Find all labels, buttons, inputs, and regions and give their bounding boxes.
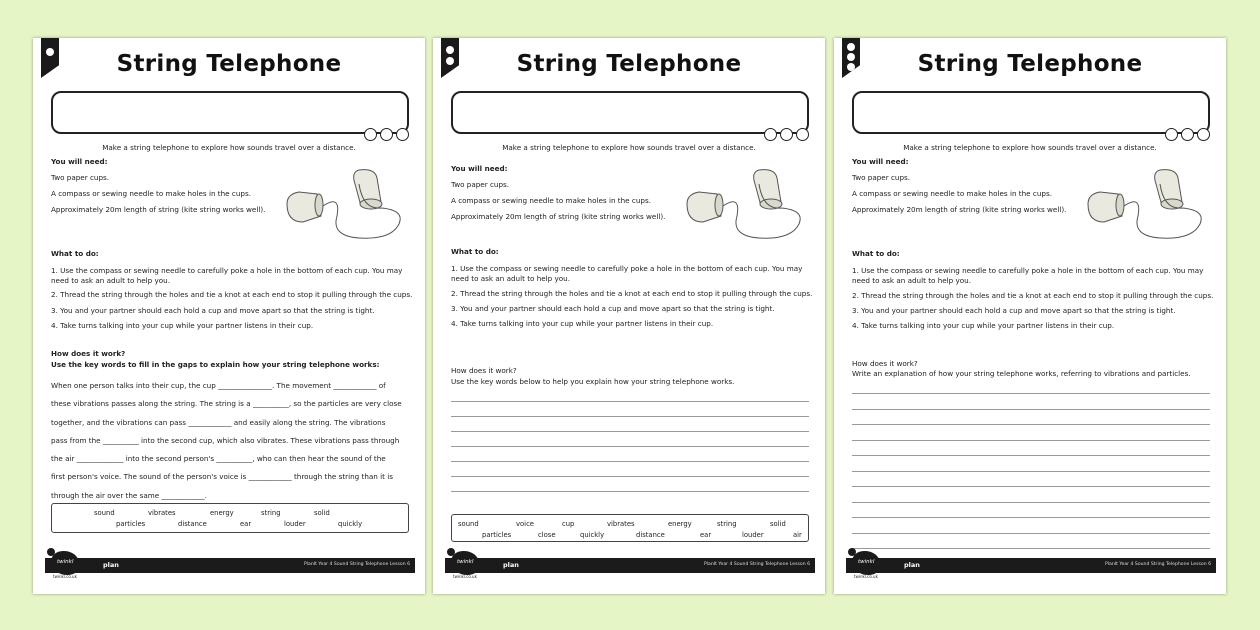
answer-line[interactable] xyxy=(852,487,1210,503)
step-text: 4. Take turns talking into your cup while your partner listens in their cup. xyxy=(51,321,314,330)
answer-line[interactable] xyxy=(852,381,1210,394)
how-heading: How does it work? xyxy=(451,366,517,375)
key-word: ear xyxy=(240,520,252,528)
step-text: 3. You and your partner should each hold a cup and move apart so that the string is tight. xyxy=(852,306,1176,315)
how-heading: How does it work? xyxy=(51,349,126,358)
self-assessment-circles[interactable] xyxy=(364,128,409,141)
step-text: 1. Use the compass or sewing needle to carefully poke a hole in the bottom of each cup. You may xyxy=(451,264,803,273)
key-word: particles xyxy=(116,520,146,528)
key-word: string xyxy=(261,509,281,517)
self-assessment-circles[interactable] xyxy=(764,128,809,141)
self-assessment-circles[interactable] xyxy=(1165,128,1210,141)
answer-line[interactable] xyxy=(852,518,1210,534)
key-words-box xyxy=(51,503,409,533)
intro-text: Make a string telephone to explore how sounds travel over a distance. xyxy=(903,143,1157,152)
answer-line[interactable] xyxy=(451,389,809,402)
name-box[interactable] xyxy=(451,91,809,134)
need-item: Two paper cups. xyxy=(451,180,510,189)
key-word: vibrates xyxy=(607,520,635,528)
key-words-box xyxy=(451,514,809,542)
key-word: string xyxy=(717,520,737,528)
answer-line[interactable] xyxy=(451,432,809,447)
page-title: String Telephone xyxy=(917,51,1143,77)
need-item: Approximately 20m length of string (kite string works well). xyxy=(51,205,266,214)
key-word: sound xyxy=(94,509,115,517)
step-text: 1. Use the compass or sewing needle to carefully poke a hole in the bottom of each cup. You may xyxy=(51,266,403,275)
circle-icon[interactable] xyxy=(1165,128,1178,141)
step-text: need to ask an adult to help you. xyxy=(51,276,171,285)
name-box[interactable] xyxy=(852,91,1210,134)
answer-line[interactable] xyxy=(852,425,1210,441)
circle-icon[interactable] xyxy=(780,128,793,141)
logo-text: twinkl xyxy=(457,559,474,565)
answer-line[interactable] xyxy=(852,472,1210,488)
twinkl-logo-icon xyxy=(447,548,485,578)
what-to-do-heading: What to do: xyxy=(451,247,499,256)
gap-line[interactable]: together, and the vibrations can pass ____________ and easily along the string. The vibrations xyxy=(51,417,386,427)
key-word: energy xyxy=(210,509,234,517)
need-item: Approximately 20m length of string (kite string works well). xyxy=(451,212,666,221)
step-text: 1. Use the compass or sewing needle to carefully poke a hole in the bottom of each cup. You may xyxy=(852,266,1204,275)
answer-line[interactable] xyxy=(852,456,1210,472)
answer-lines[interactable] xyxy=(451,389,809,492)
you-will-need-heading: You will need: xyxy=(852,157,909,166)
key-word: air xyxy=(793,531,802,539)
step-text: need to ask an adult to help you. xyxy=(451,274,571,283)
how-instruction: Use the key words below to help you explain how your string telephone works. xyxy=(451,377,735,386)
need-item: A compass or sewing needle to make holes in the cups. xyxy=(451,196,651,205)
what-to-do-heading: What to do: xyxy=(51,249,99,258)
key-word: louder xyxy=(284,520,306,528)
circle-icon[interactable] xyxy=(364,128,377,141)
name-box[interactable] xyxy=(51,91,409,134)
answer-lines[interactable] xyxy=(852,381,1210,549)
you-will-need-heading: You will need: xyxy=(451,164,508,173)
logo-text: twinkl xyxy=(57,559,74,565)
step-text: 3. You and your partner should each hold a cup and move apart so that the string is tight. xyxy=(451,304,775,313)
key-word: solid xyxy=(770,520,786,528)
you-will-need-heading: You will need: xyxy=(51,157,108,166)
gap-line[interactable]: the air _____________ into the second person's __________, who can then hear the sound of the xyxy=(51,454,386,464)
footer-bar xyxy=(846,558,1216,573)
footer-brand: plan xyxy=(904,561,920,569)
how-instruction: Use the key words to fill in the gaps to explain how your string telephone works: xyxy=(51,360,380,369)
answer-line[interactable] xyxy=(852,394,1210,410)
worksheet-3 xyxy=(834,38,1226,594)
circle-icon[interactable] xyxy=(380,128,393,141)
footer-brand: plan xyxy=(503,561,519,569)
need-item: A compass or sewing needle to make holes in the cups. xyxy=(852,189,1052,198)
what-to-do-heading: What to do: xyxy=(852,249,900,258)
key-word: ear xyxy=(700,531,712,539)
need-item: A compass or sewing needle to make holes in the cups. xyxy=(51,189,251,198)
footer-bar xyxy=(45,558,415,573)
key-word: sound xyxy=(458,520,479,528)
footer-ref: PlanIt Year 4 Sound String Telephone Lesson 6 xyxy=(1104,562,1211,567)
key-word: cup xyxy=(562,520,575,528)
answer-line[interactable] xyxy=(451,477,809,492)
circle-icon[interactable] xyxy=(1181,128,1194,141)
step-text: 2. Thread the string through the holes and tie a knot at each end to stop it pulling through the cups. xyxy=(451,289,813,298)
need-item: Approximately 20m length of string (kite string works well). xyxy=(852,205,1067,214)
key-word: distance xyxy=(636,531,665,539)
need-item: Two paper cups. xyxy=(852,173,911,182)
footer-bar xyxy=(445,558,815,573)
step-text: 2. Thread the string through the holes and tie a knot at each end to stop it pulling through the cups. xyxy=(852,291,1214,300)
step-text: 3. You and your partner should each hold a cup and move apart so that the string is tight. xyxy=(51,306,375,315)
answer-line[interactable] xyxy=(852,410,1210,426)
answer-line[interactable] xyxy=(451,462,809,477)
logo-text: twinkl xyxy=(858,559,875,565)
gap-fill-paragraph xyxy=(51,381,409,509)
footer-ref: PlanIt Year 4 Sound String Telephone Lesson 6 xyxy=(703,562,810,567)
logo-sub: twinkl.co.uk xyxy=(53,574,77,579)
key-word: solid xyxy=(314,509,330,517)
gap-line[interactable]: through the air over the same ____________. xyxy=(51,490,207,500)
twinkl-logo-icon xyxy=(848,548,886,578)
key-word: particles xyxy=(482,531,512,539)
answer-line[interactable] xyxy=(451,417,809,432)
page-title: String Telephone xyxy=(116,51,342,77)
page-title: String Telephone xyxy=(516,51,742,77)
key-word: louder xyxy=(742,531,764,539)
intro-text: Make a string telephone to explore how sounds travel over a distance. xyxy=(102,143,356,152)
worksheet-1 xyxy=(33,38,425,594)
footer-ref: PlanIt Year 4 Sound String Telephone Lesson 6 xyxy=(303,562,410,567)
gap-line[interactable]: pass from the __________ into the second cup, which also vibrates. These vibrations pass through xyxy=(51,435,400,445)
logo-sub: twinkl.co.uk xyxy=(854,574,878,579)
answer-line[interactable] xyxy=(451,447,809,462)
key-word: vibrates xyxy=(148,509,176,517)
logo-sub: twinkl.co.uk xyxy=(453,574,477,579)
intro-text: Make a string telephone to explore how sounds travel over a distance. xyxy=(502,143,756,152)
answer-line[interactable] xyxy=(852,503,1210,519)
how-heading: How does it work? xyxy=(852,359,918,368)
gap-line[interactable]: When one person talks into their cup, the cup _______________. The movement ____________ of xyxy=(51,381,386,390)
gap-line[interactable]: first person's voice. The sound of the person's voice is ____________ through the string than it is xyxy=(51,472,393,482)
step-text: 4. Take turns talking into your cup while your partner listens in their cup. xyxy=(852,321,1115,330)
string-telephone-cups-image xyxy=(681,164,807,246)
step-text: 2. Thread the string through the holes and tie a knot at each end to stop it pulling through the cups. xyxy=(51,290,413,299)
footer-brand: plan xyxy=(103,561,119,569)
key-word: distance xyxy=(178,520,207,528)
circle-icon[interactable] xyxy=(764,128,777,141)
key-word: quickly xyxy=(580,531,605,539)
key-word: energy xyxy=(668,520,692,528)
key-word: close xyxy=(538,531,556,539)
answer-line[interactable] xyxy=(852,534,1210,550)
circle-icon[interactable] xyxy=(396,128,409,141)
circle-icon[interactable] xyxy=(1197,128,1210,141)
step-text: need to ask an adult to help you. xyxy=(852,276,972,285)
need-item: Two paper cups. xyxy=(51,173,110,182)
key-word: voice xyxy=(516,520,534,528)
key-word: quickly xyxy=(338,520,363,528)
string-telephone-cups-image xyxy=(281,164,407,246)
how-instruction: Write an explanation of how your string telephone works, referring to vibrations and particles. xyxy=(852,369,1191,378)
twinkl-logo-icon xyxy=(47,548,85,578)
string-telephone-cups-image xyxy=(1082,164,1208,246)
gap-line[interactable]: these vibrations passes along the string. The string is a __________, so the particles are very close xyxy=(51,399,402,409)
worksheet-2 xyxy=(433,38,825,594)
answer-line[interactable] xyxy=(852,441,1210,457)
step-text: 4. Take turns talking into your cup while your partner listens in their cup. xyxy=(451,319,714,328)
circle-icon[interactable] xyxy=(796,128,809,141)
answer-line[interactable] xyxy=(451,402,809,417)
